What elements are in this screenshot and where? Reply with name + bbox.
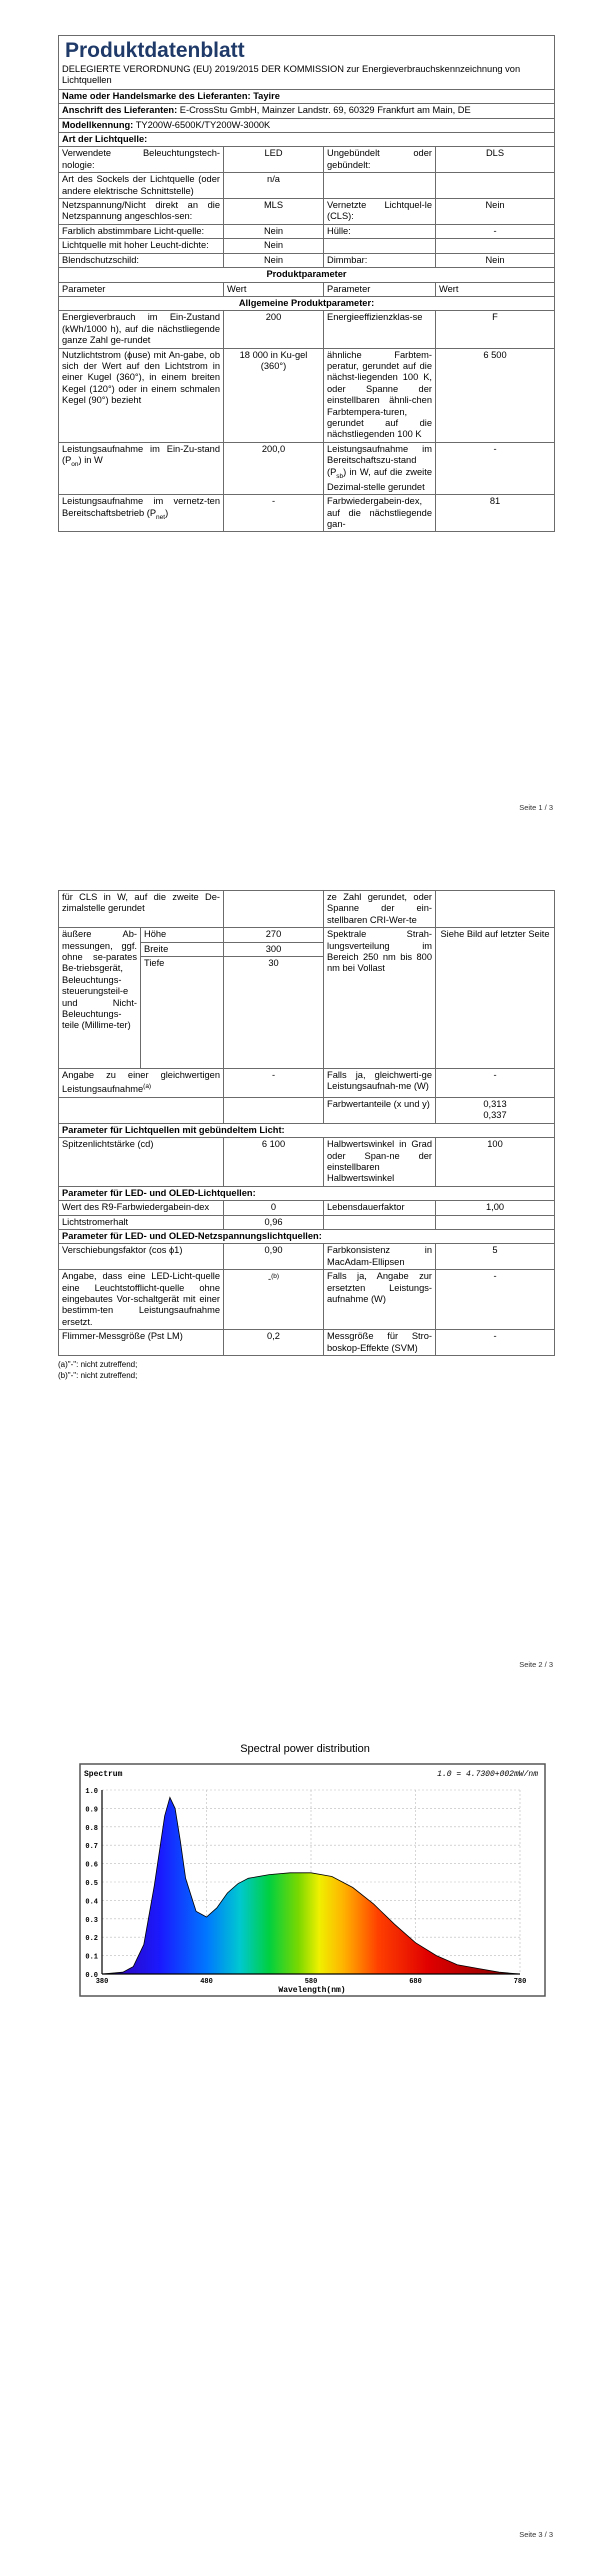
table-row: Farbwertanteile (x und y) 0,313 0,337 bbox=[59, 1097, 555, 1123]
table-row: für CLS in W, auf die zweite De-zimalstelle gerundet ze Zahl gerundet, oder Spanne der ein-stellbaren CRI-Wer-te bbox=[59, 891, 555, 928]
supplier-name-row: Name oder Handelsmarke des Lieferanten: Tayire bbox=[59, 89, 555, 103]
table-row: Spitzenlichtstärke (cd) 6 100 Halbwertswinkel in Grad oder Span-ne der einstellbaren Halbwertswinkel 100 bbox=[59, 1138, 555, 1187]
page-title: Produktdatenblatt bbox=[65, 39, 245, 62]
supplier-address: E-CrossStu GmbH, Mainzer Landstr. 69, 60329 Frankfurt am Main, DE bbox=[179, 105, 471, 116]
y-tick-label: 0.1 bbox=[85, 1953, 98, 1962]
y-tick-label: 0.2 bbox=[85, 1935, 98, 1944]
page-number: Seite 1 / 3 bbox=[519, 803, 553, 812]
datasheet-page-2 bbox=[58, 890, 554, 1381]
y-tick-label: 0.4 bbox=[85, 1898, 98, 1907]
table-row: Angabe zu einer gleichwertigen Leistungsaufnahme$^{(a)}$ - Falls ja, gleichwerti-ge Leistungsaufnah-me (W) - bbox=[59, 1069, 555, 1098]
y-tick-label: 0.6 bbox=[85, 1861, 98, 1870]
chart-title: Spectral power distribution bbox=[240, 1743, 370, 1755]
page-1 bbox=[0, 0, 603, 860]
regulation-subtitle: DELEGIERTE VERORDNUNG (EU) 2019/2015 DER KOMMISSION zur Energieverbrauchskennzeichnung von Lichtquellen bbox=[62, 64, 521, 86]
page-3 bbox=[0, 1680, 603, 2560]
table-row: Leistungsaufnahme im vernetz-ten Bereitschaftsbetrieb $(P_{net})$ - Farbwiedergabein-dex, auf die nächstliegende gan- 81 bbox=[59, 495, 555, 532]
table-row: äußere Ab-messungen, ggf. ohne se-parates Be-triebsgerät, Beleuchtungs-steuerungsteil-e und Nicht-Beleuchtungs-teile (Millime-ter) Höhe 270 Spektrale Strah-lungsverteilung im Bereich 250 nm bis 800 nm bei Vollast Siehe Bild auf letzter Seite bbox=[59, 928, 555, 942]
y-tick-label: 0.7 bbox=[85, 1843, 98, 1852]
table-row: Flimmer-Messgröße (Pst LM) 0,2 Messgröße für Stro-boskop-Effekte (SVM) - bbox=[59, 1330, 555, 1356]
table-row: Netzspannung/Nicht direkt an die Netzspannung angeschlos-sen: MLS Vernetzte Lichtquel-le (CLS): Nein bbox=[59, 199, 555, 225]
y-tick-label: 0.3 bbox=[85, 1916, 98, 1925]
dimensions-label: äußere Ab-messungen, ggf. ohne se-parates Be-triebsgerät, Beleuchtungs-steuerungsteil-e und Nicht-Beleuchtungs-teile (Millime-ter) bbox=[59, 928, 141, 1069]
table-row: Farblich abstimmbare Licht-quelle: Nein Hülle: - bbox=[59, 224, 555, 238]
table-row: Nutzlichtstrom (ϕuse) mit An-gabe, ob sich der Wert auf den Lichtstrom in einer Kugel (360°), in einem breiten Kegel (120°) oder in einem schmalen Kegel (90°) bezieht 18 000 in Ku-gel (360°) ähnliche Farbtem-peratur, gerundet auf die nächst-liegenden 100 K, oder Spanne der einstellbaren ähnli-chen Farbtempera-turen, gerundet auf die nächstliegenden 100 K 6 500 bbox=[59, 348, 555, 442]
directed-light-heading: Parameter für Lichtquellen mit gebündeltem Licht: bbox=[59, 1123, 555, 1137]
y-tick-label: 0.9 bbox=[85, 1806, 98, 1815]
page-2 bbox=[0, 860, 603, 1680]
chart-annotation: 1.0 = 4.7300+002mW/nm bbox=[437, 1770, 538, 1779]
x-tick-label: 580 bbox=[304, 1978, 318, 1986]
model-row: Modellkennung: TY200W-6500K/TY200W-3000K bbox=[59, 118, 555, 132]
footnote-b: (b)"-": nicht zutreffend; bbox=[58, 1371, 138, 1381]
table-row: Energieverbrauch im Ein-Zustand (kWh/1000 h), auf die nächstliegende ganze Zahl ge-rundet 200 Energieeffizienzklas-se F bbox=[59, 311, 555, 348]
light-source-type-heading: Art der Lichtquelle: bbox=[59, 133, 555, 147]
table-row: Blendschutzschild: Nein Dimmbar: Nein bbox=[59, 253, 555, 267]
x-tick-label: 480 bbox=[200, 1978, 213, 1986]
page-number: Seite 3 / 3 bbox=[519, 2530, 553, 2539]
x-axis-label: Wavelength(nm) bbox=[278, 1986, 346, 1995]
table-row: Angabe, dass eine LED-Licht-quelle eine Leuchtstofflicht-quelle ohne eingebautes Vor-schaltgerät mit einer bestimm-ten Leistungsaufnahme ersetzt. -$^{(b)}$ Falls ja, Angabe zur ersetzten Leistungs-aufnahme (W) - bbox=[59, 1270, 555, 1330]
y-tick-label: 0.8 bbox=[85, 1824, 98, 1833]
model-id: TY200W-6500K/TY200W-3000K bbox=[135, 119, 271, 130]
footnotes bbox=[58, 1359, 554, 1381]
page-number: Seite 2 / 3 bbox=[519, 1660, 553, 1669]
mains-led-heading: Parameter für LED- und OLED-Netzspannungslichtquellen: bbox=[59, 1230, 555, 1244]
table-row: Breite 300 bbox=[59, 942, 555, 956]
table-row: Verschiebungsfaktor (cos ϕ1) 0,90 Farbkonsistenz in MacAdam-Ellipsen 5 bbox=[59, 1244, 555, 1270]
supplier-name: Tayire bbox=[253, 90, 280, 101]
y-tick-label: 0.5 bbox=[85, 1880, 98, 1888]
spectral-chart bbox=[60, 1738, 550, 1998]
header-cell bbox=[59, 36, 555, 90]
x-tick-label: 680 bbox=[409, 1978, 422, 1986]
y-tick-label: 1.0 bbox=[85, 1788, 98, 1796]
datasheet-page-1 bbox=[58, 35, 554, 532]
x-tick-label: 380 bbox=[95, 1978, 109, 1986]
y-tick-label: 0.0 bbox=[85, 1972, 98, 1980]
datasheet-table-2 bbox=[58, 890, 555, 1356]
product-parameters-heading: Produktparameter bbox=[59, 268, 555, 282]
footnote-a: (a)"-": nicht zutreffend; bbox=[58, 1360, 138, 1370]
table-row: Wert des R9-Farbwiedergabein-dex 0 Lebensdauerfaktor 1,00 bbox=[59, 1201, 555, 1215]
table-row: Lichtquelle mit hoher Leucht-dichte: Nein bbox=[59, 239, 555, 253]
led-heading: Parameter für LED- und OLED-Lichtquellen: bbox=[59, 1186, 555, 1200]
y-axis-label: Spectrum bbox=[84, 1770, 123, 1779]
table-row: Leistungsaufnahme im Ein-Zu-stand $(P_{on})$ in W 200,0 Leistungsaufnahme im Bereitschaftszu-stand $(P_{sb})$ in W, auf die zweite Dezimal-stelle gerundet - bbox=[59, 442, 555, 494]
table-row: Art des Sockels der Lichtquelle (oder andere elektrische Schnittstelle) n/a bbox=[59, 173, 555, 199]
spectral-chart-svg bbox=[60, 1738, 550, 1998]
supplier-address-row: Anschrift des Lieferanten: E-CrossStu GmbH, Mainzer Landstr. 69, 60329 Frankfurt am Main, DE bbox=[59, 104, 555, 118]
table-row: Lichtstromerhalt 0,96 bbox=[59, 1215, 555, 1229]
datasheet-table-1 bbox=[58, 35, 555, 532]
column-header-row: Parameter Wert Parameter Wert bbox=[59, 282, 555, 296]
table-row: Tiefe 30 bbox=[59, 957, 555, 1069]
x-tick-label: 780 bbox=[513, 1978, 527, 1986]
general-parameters-heading: Allgemeine Produktparameter: bbox=[59, 296, 555, 310]
table-row: Verwendete Beleuchtungstech-nologie: LED Ungebündelt oder gebündelt: DLS bbox=[59, 147, 555, 173]
